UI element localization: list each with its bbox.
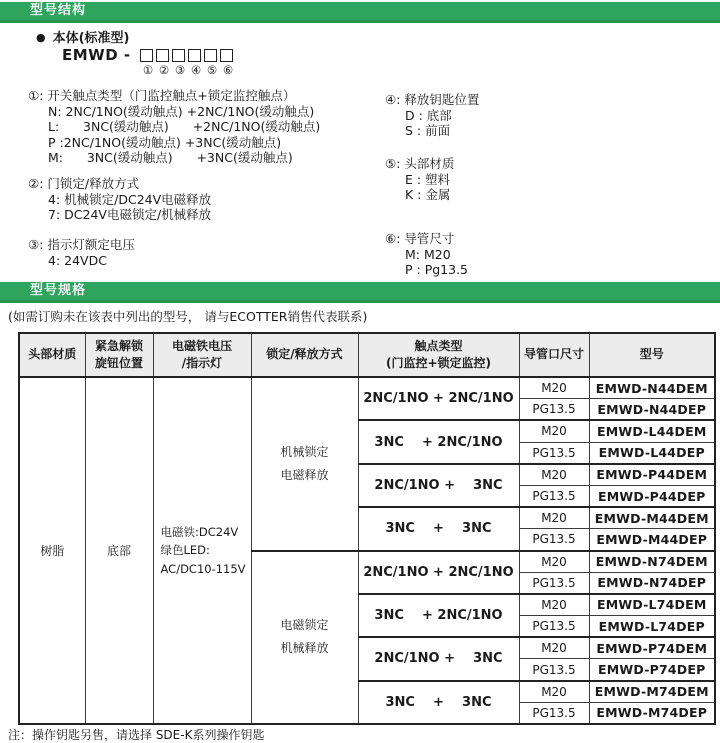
spec-item-lines (385, 172, 454, 202)
contact-type-cell: 3NC + 2NC/1NO (358, 594, 519, 637)
conduit-size-cell: M20 (519, 377, 589, 399)
column-header: 电磁铁电压 /指示灯 (153, 333, 251, 377)
spec-item-line: K : 金属 (405, 187, 451, 203)
spec-item-lines (385, 108, 479, 138)
spec-item-lines (28, 192, 211, 222)
conduit-size-cell: M20 (519, 507, 589, 529)
conduit-size-cell: PG13.5 (519, 702, 589, 724)
spec-item-head-material (385, 156, 454, 203)
model-code (62, 47, 236, 63)
spec-item-lock-release (28, 176, 211, 223)
spec-item-label: ⑤: 头部材质 (385, 156, 455, 171)
model-digit-box (220, 49, 233, 62)
conduit-size-cell: PG13.5 (519, 485, 589, 507)
lock-method-cell: 机械锁定 电磁释放 (251, 377, 358, 551)
knob-position-cell: 底部 (85, 377, 153, 724)
model-number-cell: EMWD-M74DEP (589, 702, 715, 724)
spec-item-lines (28, 253, 135, 268)
spec-item-label: ②: 门锁定/释放方式 (28, 176, 140, 191)
model-digit-box (172, 49, 185, 62)
column-header: 紧急解锁 旋钮位置 (85, 333, 153, 377)
model-number-cell: EMWD-N74DEM (589, 551, 715, 573)
spec-item-line: M: 3NC(缓动触点) +3NC(缓动触点) (48, 149, 293, 165)
column-header: 型号 (589, 333, 715, 377)
conduit-size-cell: PG13.5 (519, 572, 589, 594)
column-header: 导管口尺寸 (519, 333, 589, 377)
conduit-size-cell: M20 (519, 594, 589, 616)
contact-type-cell: 2NC/1NO + 2NC/1NO (358, 551, 519, 594)
digit-label: ⑥ (222, 63, 234, 77)
model-digit-boxes (140, 49, 236, 62)
conduit-size-cell: M20 (519, 551, 589, 573)
model-digit-box (188, 49, 201, 62)
spec-item-contact-type (28, 88, 320, 165)
magnet-voltage-cell: 电磁铁:DC24V 绿色LED: AC/DC10-115V (153, 377, 251, 724)
model-digit-box (140, 49, 153, 62)
spec-item-line: L: 3NC(缓动触点) +2NC/1NO(缓动触点) (48, 119, 321, 135)
head-material-cell: 树脂 (19, 377, 85, 724)
spec-item-label: ⑥: 导管尺寸 (385, 231, 455, 246)
contact-type-cell: 2NC/1NO + 3NC (358, 464, 519, 507)
conduit-size-cell: M20 (519, 681, 589, 703)
spec-item-release-key-position (385, 92, 479, 139)
digit-label: ④ (190, 63, 202, 77)
model-number-cell: EMWD-L74DEM (589, 594, 715, 616)
contact-type-cell: 3NC + 3NC (358, 681, 519, 724)
model-prefix: EMWD - (62, 46, 131, 64)
spec-item-label: ①: 开关触点类型（门监控触点+锁定监控触点） (28, 88, 296, 103)
body-type-line (36, 27, 130, 46)
spec-table-head (19, 333, 715, 377)
digit-label: ⑤ (206, 63, 218, 77)
spec-item-lines (385, 247, 468, 277)
model-number-cell: EMWD-L74DEP (589, 616, 715, 638)
spec-table (18, 332, 716, 725)
model-number-cell: EMWD-L44DEM (589, 420, 715, 442)
spec-item-line: 7: DC24V电磁锁定/机械释放 (48, 207, 212, 223)
model-number-cell: EMWD-N44DEP (589, 399, 715, 421)
conduit-size-cell: PG13.5 (519, 399, 589, 421)
spec-item-line: P : Pg13.5 (405, 262, 469, 278)
model-number-cell: EMWD-N74DEP (589, 572, 715, 594)
digit-label: ③ (174, 63, 186, 77)
spec-item-label: ③: 指示灯额定电压 (28, 237, 135, 252)
spec-item-lines (28, 104, 320, 165)
spec-item-conduit-size (385, 231, 468, 278)
digit-label: ② (158, 63, 170, 77)
bullet-icon: ● (36, 31, 46, 44)
model-number-cell: EMWD-N44DEM (589, 377, 715, 399)
conduit-size-cell: PG13.5 (519, 529, 589, 551)
column-header: 头部材质 (19, 333, 85, 377)
model-number-cell: EMWD-P44DEP (589, 485, 715, 507)
model-number-cell: EMWD-M44DEM (589, 507, 715, 529)
section-title: 型号结构 (30, 3, 87, 18)
header-row (19, 333, 715, 377)
spec-item-line: E : 塑料 (405, 172, 451, 188)
spec-item-line: P :2NC/1NO(缓动触点) +3NC(缓动触点) (48, 134, 282, 150)
spec-item-line: N: 2NC/1NO(缓动触点) +2NC/1NO(缓动触点) (48, 104, 315, 120)
conduit-size-cell: M20 (519, 420, 589, 442)
spec-item-line: M: M20 (405, 247, 451, 263)
contact-type-cell: 3NC + 3NC (358, 507, 519, 550)
spec-table-body (19, 377, 715, 724)
table-row (19, 377, 715, 399)
model-number-cell: EMWD-P74DEP (589, 659, 715, 681)
spec-item-line: S : 前面 (405, 123, 451, 139)
contact-type-cell: 2NC/1NO + 3NC (358, 637, 519, 680)
conduit-size-cell: M20 (519, 637, 589, 659)
contact-type-cell: 2NC/1NO + 2NC/1NO (358, 377, 519, 420)
section-header-model-structure (0, 2, 720, 23)
spec-item-line: 4: 24VDC (48, 253, 107, 269)
conduit-size-cell: PG13.5 (519, 442, 589, 464)
spec-item-line: 4: 机械锁定/DC24V电磁释放 (48, 192, 212, 208)
contact-type-cell: 3NC + 2NC/1NO (358, 420, 519, 463)
digit-label: ① (142, 63, 154, 77)
spec-item-line: D : 底部 (405, 108, 452, 124)
order-note: (如需订购未在该表中列出的型号， 请与ECOTTER销售代表联系) (8, 309, 368, 324)
spec-item-label: ④: 释放钥匙位置 (385, 92, 480, 107)
spec-table-wrapper (18, 332, 716, 725)
section-title: 型号规格 (30, 283, 87, 298)
column-header: 触点类型 (门监控+锁定监控) (358, 333, 519, 377)
model-number-cell: EMWD-P44DEM (589, 464, 715, 486)
model-number-cell: EMWD-M44DEP (589, 529, 715, 551)
body-type-label: 本体(标准型) (52, 31, 130, 46)
conduit-size-cell: PG13.5 (519, 659, 589, 681)
model-digit-labels (140, 63, 236, 77)
lock-method-cell: 电磁锁定 机械释放 (251, 551, 358, 725)
section-header-model-specs (0, 282, 720, 303)
model-number-cell: EMWD-L44DEP (589, 442, 715, 464)
conduit-size-cell: PG13.5 (519, 616, 589, 638)
model-number-cell: EMWD-M74DEM (589, 681, 715, 703)
conduit-size-cell: M20 (519, 464, 589, 486)
column-header: 锁定/释放方式 (251, 333, 358, 377)
model-digit-box (204, 49, 217, 62)
model-number-cell: EMWD-P74DEM (589, 637, 715, 659)
footnote: 注：操作钥匙另售，请选择 SDE-K系列操作钥匙 (8, 728, 265, 742)
model-digit-box (156, 49, 169, 62)
spec-item-indicator-voltage (28, 237, 135, 268)
